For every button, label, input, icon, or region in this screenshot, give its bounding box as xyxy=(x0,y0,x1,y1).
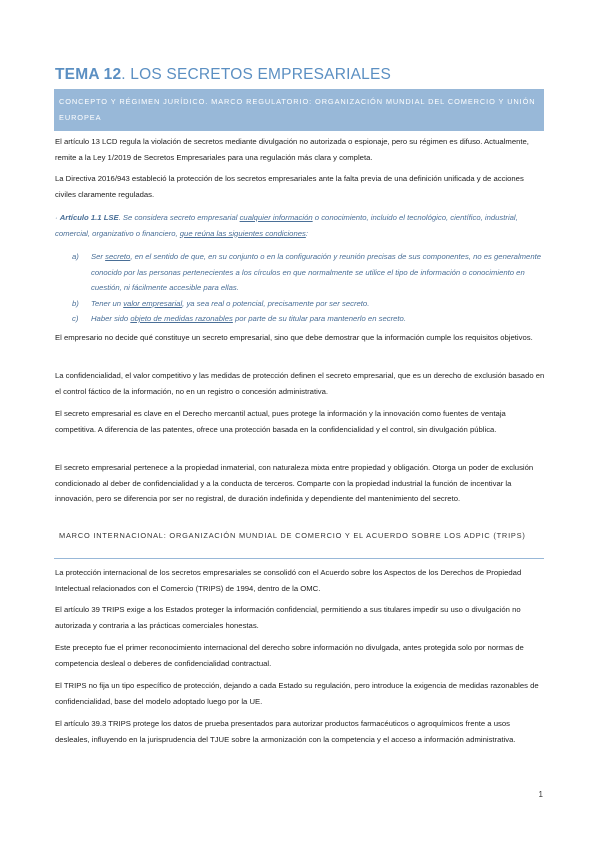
article-underline: que reúna las siguientes condiciones xyxy=(179,228,306,238)
paragraph: El empresario no decide qué constituye un secreto empresarial, sino que debe demostrar que la información cumple los requisitos objetivos. xyxy=(55,333,533,342)
section-heading-concepto: CONCEPTO Y RÉGIMEN JURÍDICO. MARCO REGULATORIO: ORGANIZACIÓN MUNDIAL DEL COMERCIO Y UNIÓN EUROPEA xyxy=(54,89,544,131)
item-underline: valor empresarial xyxy=(123,298,183,308)
item-text: por parte de su titular para mantenerlo en secreto. xyxy=(232,314,406,323)
conditions-list xyxy=(72,249,542,327)
section-heading-marco-internacional: MARCO INTERNACIONAL: ORGANIZACIÓN MUNDIAL DE COMERCIO Y EL ACUERDO SOBRE LOS ADPIC (TRIPS) xyxy=(54,526,544,559)
quote-prefix: · xyxy=(55,213,60,222)
article-text: : xyxy=(305,228,308,238)
list-marker: a) xyxy=(72,252,79,261)
list-item xyxy=(72,249,542,296)
paragraph: El secreto empresarial es clave en el Derecho mercantil actual, pues protege la información y la innovación como fuentes de ventaja competitiva. A diferencia de las patentes, ofrece una protección basada en la confidencialidad y el control, sin divulgación pública. xyxy=(55,409,506,434)
paragraph: La protección internacional de los secretos empresariales se consolidó con el Acuerdo sobre los Aspectos de los Derechos de Propiedad Intelectual relacionados con el Comercio (TRIPS) de 1994, dentro de la OMC. xyxy=(55,568,522,593)
item-text: Tener un xyxy=(91,298,124,308)
item-text: , en el sentido de que, en su conjunto o en la configuración y reunión precisas de sus componentes, no es generalmente conocido por las personas pertenecientes a los círculos en que normalmente se utilice el tipo de información o conocimiento en cuestión, ni fácilmente accesible para ellas. xyxy=(91,252,542,292)
paragraph: La confidencialidad, el valor competitivo y las medidas de protección definen el secreto empresarial, que es un derecho de exclusión basado en el control fáctico de la información, no en un registro o concesión administrativa. xyxy=(55,371,545,396)
paragraph: El artículo 13 LCD regula la violación de secretos mediante divulgación no autorizada o espionaje, pero su régimen es difuso. Actualmente, remite a la Ley 1/2019 de Secretos Empresariales para una regulación más clara y completa. xyxy=(55,137,529,162)
item-text: , ya sea real o potencial, precisamente por ser secreto. xyxy=(182,298,370,308)
page-title xyxy=(55,66,391,84)
article-underline: cualquier información xyxy=(239,213,313,222)
list-marker: c) xyxy=(72,314,79,323)
page-number: 1 xyxy=(538,790,543,799)
paragraph: El TRIPS no fija un tipo específico de protección, dejando a cada Estado su regulación, pero introduce la exigencia de medidas razonables de confidencialidad, base del modelo adoptado luego por la UE. xyxy=(55,681,539,706)
article-quote xyxy=(55,210,545,241)
paragraph: La Directiva 2016/943 estableció la protección de los secretos empresariales ante la falta previa de una definición unificada y de acciones civiles claramente reguladas. xyxy=(55,174,524,199)
paragraph: El secreto empresarial pertenece a la propiedad inmaterial, con naturaleza mixta entre propiedad y obligación. Otorga un poder de exclusión condicionado al deber de confidencialidad y a la conducta de terceros. Comparte con la propiedad industrial la función de incentivar la innovación, pero se diferencia por ser no registral, de duración indefinida y dependiente del mantenimiento del secreto. xyxy=(55,463,534,503)
article-label: Artículo 1.1 LSE xyxy=(59,213,119,222)
item-underline: secreto xyxy=(105,252,131,261)
article-text: o conocimiento, incluido el tecnológico, científico, industrial, comercial, organizativo o financiero, xyxy=(55,213,518,238)
item-text: Ser xyxy=(91,252,106,261)
title-number: TEMA 12 xyxy=(55,66,122,83)
paragraph: El artículo 39 TRIPS exige a los Estados proteger la información confidencial, permitiendo a sus titulares impedir su uso o divulgación no autorizada y contraria a las prácticas comerciales honestas. xyxy=(55,605,521,630)
paragraph: El artículo 39.3 TRIPS protege los datos de prueba presentados para autorizar productos farmacéuticos o agroquímicos frente a usos desleales, influyendo en la jurisprudencia del TJUE sobre la armonización con la competencia y el acceso a información administrativa. xyxy=(55,719,516,744)
article-text: . Se considera secreto empresarial xyxy=(118,213,240,222)
paragraph: Este precepto fue el primer reconocimiento internacional del derecho sobre información no divulgada, antes protegida solo por normas de competencia desleal o deberes de confidencialidad contractual. xyxy=(55,643,524,668)
title-text: . LOS SECRETOS EMPRESARIALES xyxy=(121,66,392,83)
item-underline: objeto de medidas razonables xyxy=(130,314,233,323)
list-item xyxy=(72,296,542,312)
list-marker: b) xyxy=(72,298,79,308)
list-item xyxy=(72,311,542,327)
item-text: Haber sido xyxy=(91,314,131,323)
